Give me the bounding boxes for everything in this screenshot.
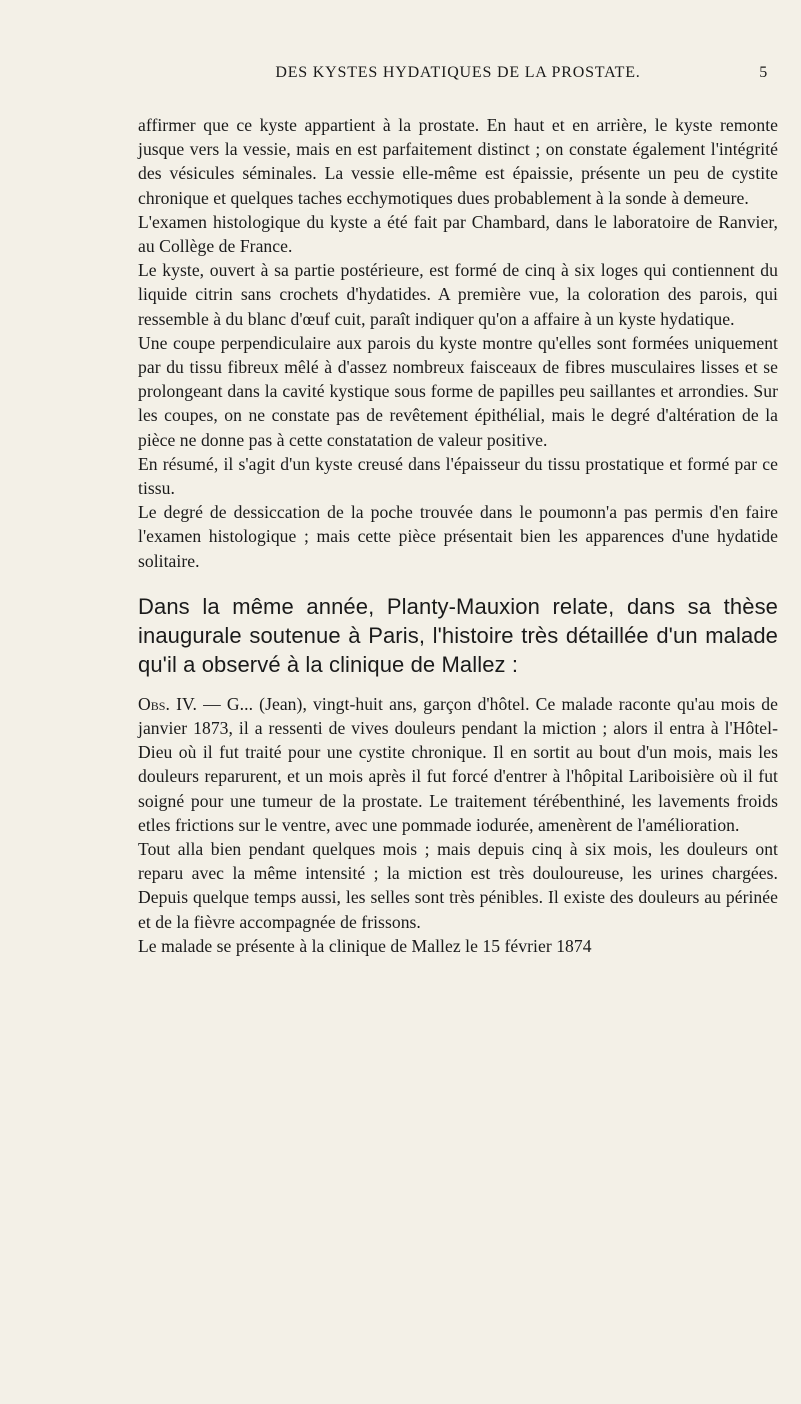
page-body [138, 113, 778, 958]
paragraph-4: Une coupe perpendiculaire aux parois du kyste montre qu'elles sont formées uniquement par du tissu fibreux mêlé à d'assez nombreux faisceaux de fibres musculaires lisses et se prolongeant dans la cavité kystique sous forme de papilles peu saillantes et arrondies. Sur les coupes, on ne constate pas de revêtement épithélial, mais le degré d'altération de la pièce ne donne pas à cette constatation de valeur positive. [138, 332, 778, 450]
observation-paragraph-1 [138, 692, 778, 837]
page-number: 5 [759, 64, 768, 81]
paragraph-3: Le kyste, ouvert à sa partie postérieure, est formé de cinq à six loges qui contiennent du liquide citrin sans crochets d'hydatides. A première vue, la coloration des parois, qui ressemble à du blanc d'œuf cuit, paraît indiquer qu'on a affaire à un kyste hydatique. [138, 260, 778, 329]
observation-text: — G... (Jean), vingt-huit ans, garçon d'hôtel. Ce malade raconte qu'au mois de janvier 1873, il a ressenti de vives douleurs pendant la miction ; alors il entra à l'Hôtel-Dieu où il fut traité pour une cystite chronique. Il en sortit au bout d'un mois, mais les douleurs reparurent, et un mois après il fut forcé d'entrer à l'hôpital Lariboisière où il fut soigné pour une tumeur de la prostate. Le traitement térébenthiné, les lavements froids etles frictions sur le ventre, avec une pommade iodurée, amenèrent de l'amélioration. [138, 693, 778, 835]
paragraph-5: En résumé, il s'agit d'un kyste creusé dans l'épaisseur du tissu prostatique et formé par ce tissu. [138, 453, 778, 499]
paragraph-6: Le degré de dessiccation de la poche trouvée dans le poumonn'a pas permis d'en faire l'examen histologique ; mais cette pièce présentait bien les apparences d'une hydatide solitaire. [138, 502, 778, 571]
large-print-paragraph: Dans la même année, Planty-Mauxion relate, dans sa thèse inaugurale soutenue à Paris, l'histoire très détaillée d'un malade qu'il a observé à la clinique de Mallez : [138, 593, 778, 677]
observation-paragraph-3: Le malade se présente à la clinique de Mallez le 15 février 1874 [138, 935, 592, 956]
observation-label: Obs. IV. [138, 693, 197, 714]
running-header [138, 64, 778, 88]
paragraph-2: L'examen histologique du kyste a été fait par Chambard, dans le laboratoire de Ranvier, au Collège de France. [138, 211, 778, 257]
paragraph-1: affirmer que ce kyste appartient à la prostate. En haut et en arrière, le kyste remonte jusque vers la vessie, mais en est parfaitement distinct ; on constate également l'intégrité des vésicules séminales. La vessie elle-même est épaissie, présente un peu de cystite chronique et quelques taches ecchymotiques dues probablement à la sonde à demeure. [138, 115, 778, 208]
running-title: DES KYSTES HYDATIQUES DE LA PROSTATE. [275, 64, 641, 81]
observation-paragraph-2: Tout alla bien pendant quelques mois ; mais depuis cinq à six mois, les douleurs ont reparu avec la même intensité ; la miction est très douloureuse, les urines chargées. Depuis quelque temps aussi, les selles sont très pénibles. Il existe des douleurs au périnée et de la fièvre accompagnée de frissons. [138, 839, 778, 932]
